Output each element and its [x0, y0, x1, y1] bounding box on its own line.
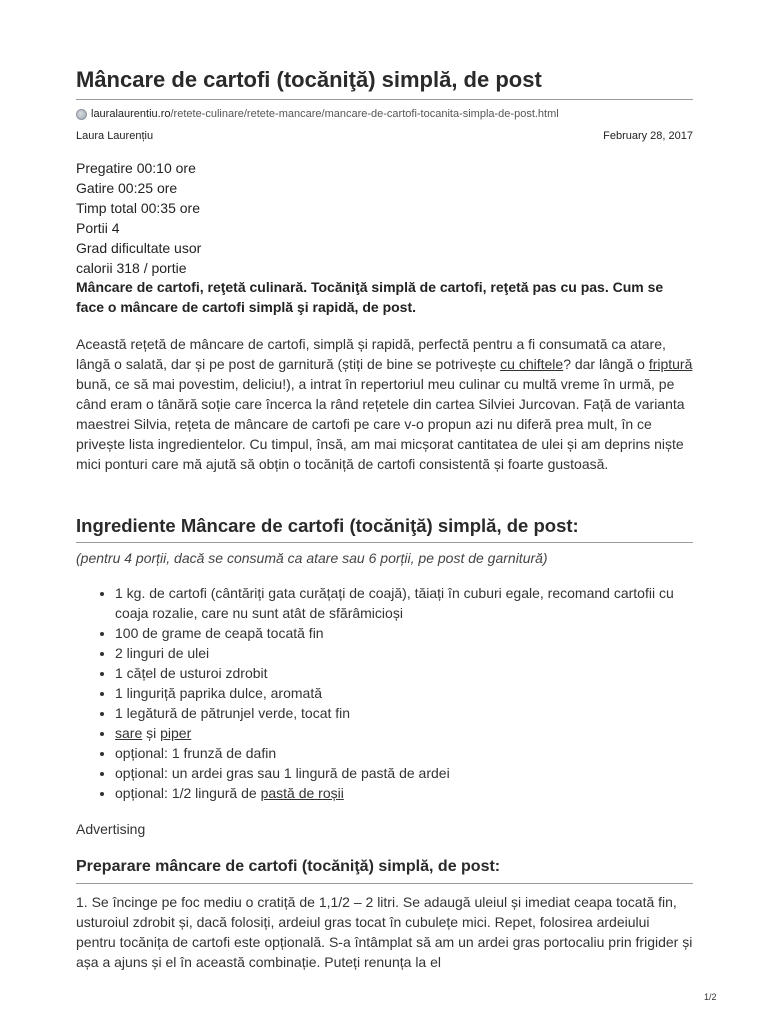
- intro-summary: Mâncare de cartofi, reţetă culinară. Tocăniţă simplă de cartofi, reţetă pas cu pas. Cum se face o mâncare de cartofi simplă şi rapidă, de post.: [76, 279, 664, 315]
- stat-portions: Portii 4: [76, 220, 120, 236]
- stat-total: Timp total 00:35 ore: [76, 200, 200, 216]
- intro-text-2: ? dar lângă o: [563, 356, 649, 372]
- list-item: • 1 linguriță paprika dulce, aromată: [115, 683, 693, 703]
- list-item: • 1 kg. de cartofi (cântăriți gata curățați de coajă), tăiați în cuburi egale, recomand cartofii cu coaja rozalie, care nu sunt atât de sfărâmicioși: [115, 583, 693, 623]
- stat-calories: calorii 318 / portie: [76, 260, 187, 276]
- list-item: • opțional: un ardei gras sau 1 lingură de pastă de ardei: [115, 763, 693, 783]
- list-item: • 2 linguri de ulei: [115, 643, 693, 663]
- link-sare[interactable]: sare: [115, 725, 143, 741]
- ingredients-heading: Ingrediente Mâncare de cartofi (tocăniţă) simplă, de post:: [76, 515, 579, 536]
- list-item: [115, 783, 693, 803]
- link-friptura[interactable]: friptură: [648, 356, 693, 372]
- ingredients-divider: [76, 542, 693, 543]
- link-piper[interactable]: piper: [160, 725, 192, 741]
- list-item: • 1 legătură de pătrunjel verde, tocat fin: [115, 703, 693, 723]
- author: Laura Laurențiu: [76, 130, 154, 142]
- source-domain[interactable]: lauralaurentiu.ro: [91, 108, 171, 120]
- stat-difficulty: Grad dificultate usor: [76, 240, 202, 256]
- stat-prep: Pregatire 00:10 ore: [76, 160, 196, 176]
- page-title: Mâncare de cartofi (tocăniţă) simplă, de post: [76, 67, 542, 92]
- intro-text-1: Această rețetă de mâncare de cartofi, simplă și rapidă, perfectă pentru a fi consumată ca atare, lângă o salată, dar și pe post de garnitură (știți de bine se potrivește: [76, 336, 666, 372]
- salt-and-text: și: [142, 725, 161, 741]
- intro-paragraph: [76, 334, 693, 474]
- link-pasta-de-rosii[interactable]: pastă de roșii: [260, 785, 344, 801]
- ingredients-list: [76, 583, 693, 803]
- stat-cook: Gatire 00:25 ore: [76, 180, 178, 196]
- article-meta: [76, 128, 693, 144]
- list-item: [115, 723, 693, 743]
- preparation-heading: Preparare mâncare de cartofi (tocăniţă) simplă, de post:: [76, 858, 501, 875]
- preparation-step-1: 1. Se încinge pe foc mediu o cratiță de 1,1/2 – 2 litri. Se adaugă uleiul și imediat ceapa tocată fin, usturoiul zdrobit și, dacă folosiți, ardeiul gras tocat în cubulețe mici. Repet, folosirea ardeiului pentru tocănița de cartofi este opțională. S-a întâmplat să am un ardei gras portocaliu prin frigider și așa a ajuns și el în această combinație. Puteți renunța la el: [76, 894, 693, 970]
- opt3-text: opțional: 1/2 lingură de: [115, 785, 261, 801]
- advertising-label: Advertising: [76, 821, 146, 837]
- ingredients-note: (pentru 4 porții, dacă se consumă ca atare sau 6 porții, pe post de garnitură): [76, 550, 548, 566]
- link-cu-chiftele[interactable]: cu chiftele: [500, 356, 564, 372]
- list-item: • opțional: 1 frunză de dafin: [115, 743, 693, 763]
- source-url[interactable]: [76, 106, 559, 122]
- preparation-divider: [76, 883, 693, 884]
- publish-date: February 28, 2017: [603, 130, 693, 142]
- title-divider: [76, 99, 693, 100]
- list-item: • 1 cățel de usturoi zdrobit: [115, 663, 693, 683]
- globe-icon: [76, 109, 87, 120]
- page-number: 1/2: [704, 992, 717, 1002]
- source-path[interactable]: /retete-culinare/retete-mancare/mancare-de-cartofi-tocanita-simpla-de-post.html: [170, 108, 559, 120]
- intro-text-3: bună, ce să mai povestim, deliciu!), a intrat în repertoriul meu culinar cu multă vreme în urmă, pe când eram o tânără soție care încerca la rând rețetele din cartea Silviei Jurcovan. Față de varianta maestrei Silvia, rețeta de mâncare de cartofi pe care v-o propun azi nu diferă prea mult, în ce privește lista ingredientelor. Cu timpul, însă, am mai micșorat cantitatea de ulei și am deprins niște mici ponturi care mă ajută să obțin o tocăniță de cartofi consistentă și foarte gustoasă.: [76, 376, 685, 472]
- recipe-stats: [76, 158, 201, 278]
- list-item: • 100 de grame de ceapă tocată fin: [115, 623, 693, 643]
